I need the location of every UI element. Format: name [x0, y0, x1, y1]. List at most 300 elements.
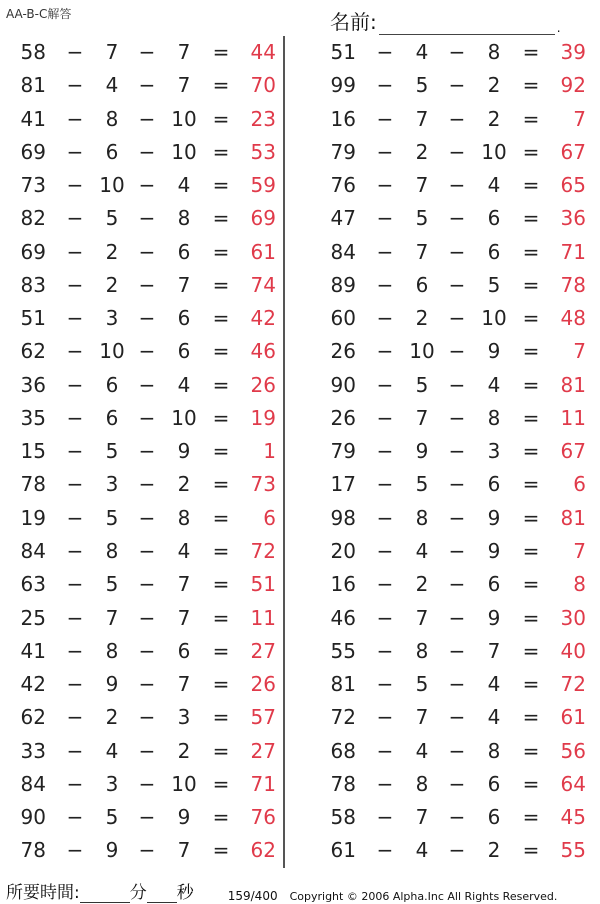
- answer: 78: [560, 272, 586, 297]
- minuend: 60: [330, 306, 356, 331]
- problem-row: [322, 402, 592, 435]
- minus-sign: −: [66, 738, 84, 763]
- minus-sign: −: [376, 838, 394, 863]
- minus-sign: −: [448, 838, 466, 863]
- minus-sign: −: [448, 805, 466, 830]
- equals-sign: =: [522, 405, 540, 430]
- minuend: 82: [20, 206, 46, 231]
- answer: 40: [560, 638, 586, 663]
- subtrahend-1: 7: [415, 605, 429, 630]
- equals-sign: =: [212, 638, 230, 663]
- subtrahend-2: 4: [177, 173, 191, 198]
- minus-sign: −: [138, 206, 156, 231]
- equals-sign: =: [522, 705, 540, 730]
- equals-sign: =: [522, 771, 540, 796]
- equals-sign: =: [212, 173, 230, 198]
- problem-row: [322, 36, 592, 69]
- minuend: 47: [330, 206, 356, 231]
- problem-row: [12, 468, 282, 501]
- subtrahend-2: 10: [171, 405, 197, 430]
- equals-sign: =: [212, 472, 230, 497]
- problem-row: [322, 735, 592, 768]
- minuend: 17: [330, 472, 356, 497]
- minus-sign: −: [448, 272, 466, 297]
- minus-sign: −: [138, 705, 156, 730]
- subtrahend-2: 8: [487, 40, 501, 64]
- minus-sign: −: [448, 439, 466, 464]
- minus-sign: −: [376, 472, 394, 497]
- subtrahend-1: 10: [99, 173, 125, 198]
- minus-sign: −: [448, 372, 466, 397]
- subtrahend-2: 4: [177, 538, 191, 563]
- minus-sign: −: [448, 306, 466, 331]
- equals-sign: =: [522, 40, 540, 64]
- answer: 48: [560, 306, 586, 331]
- minuend: 84: [20, 538, 46, 563]
- subtrahend-1: 5: [105, 805, 119, 830]
- minus-sign: −: [376, 771, 394, 796]
- problem-row: [12, 768, 282, 801]
- subtrahend-2: 10: [171, 139, 197, 164]
- equals-sign: =: [522, 272, 540, 297]
- equals-sign: =: [522, 572, 540, 597]
- minus-sign: −: [66, 173, 84, 198]
- minus-sign: −: [138, 505, 156, 530]
- minuend: 35: [20, 405, 46, 430]
- equals-sign: =: [522, 206, 540, 231]
- seconds-blank: [147, 884, 177, 903]
- subtrahend-1: 2: [415, 139, 429, 164]
- subtrahend-1: 5: [415, 472, 429, 497]
- equals-sign: =: [522, 73, 540, 98]
- subtrahend-2: 10: [171, 771, 197, 796]
- subtrahend-1: 7: [415, 173, 429, 198]
- minuend: 55: [330, 638, 356, 663]
- subtrahend-1: 5: [105, 206, 119, 231]
- equals-sign: =: [522, 538, 540, 563]
- answer: 73: [250, 472, 276, 497]
- minus-sign: −: [138, 73, 156, 98]
- subtrahend-1: 9: [105, 672, 119, 697]
- problem-row: [322, 269, 592, 302]
- problem-row: [322, 768, 592, 801]
- answer: 67: [560, 139, 586, 164]
- problem-row: [12, 103, 282, 136]
- subtrahend-1: 5: [415, 372, 429, 397]
- subtrahend-2: 6: [177, 239, 191, 264]
- answer: 44: [250, 40, 276, 64]
- answer: 6: [573, 472, 586, 497]
- subtrahend-2: 3: [487, 439, 501, 464]
- minus-sign: −: [448, 405, 466, 430]
- subtrahend-1: 9: [415, 439, 429, 464]
- equals-sign: =: [522, 372, 540, 397]
- equals-sign: =: [212, 405, 230, 430]
- problem-row: [12, 202, 282, 235]
- subtrahend-2: 6: [487, 206, 501, 231]
- answer: 6: [263, 505, 276, 530]
- subtrahend-2: 10: [481, 306, 507, 331]
- minus-sign: −: [138, 40, 156, 64]
- equals-sign: =: [522, 505, 540, 530]
- minus-sign: −: [138, 173, 156, 198]
- equals-sign: =: [522, 472, 540, 497]
- subtrahend-2: 9: [487, 538, 501, 563]
- subtrahend-1: 6: [105, 139, 119, 164]
- minuend: 78: [20, 838, 46, 863]
- subtrahend-1: 2: [105, 239, 119, 264]
- problem-row: [322, 136, 592, 169]
- subtrahend-1: 2: [105, 705, 119, 730]
- answer: 61: [250, 239, 276, 264]
- subtrahend-1: 4: [415, 738, 429, 763]
- minuend: 98: [330, 505, 356, 530]
- minuend: 41: [20, 106, 46, 131]
- minus-sign: −: [448, 173, 466, 198]
- answer: 23: [250, 106, 276, 131]
- subtrahend-1: 5: [105, 572, 119, 597]
- minus-sign: −: [376, 73, 394, 98]
- minuend: 81: [20, 73, 46, 98]
- subtrahend-2: 2: [177, 472, 191, 497]
- problem-row: [12, 36, 282, 69]
- minus-sign: −: [376, 439, 394, 464]
- equals-sign: =: [522, 638, 540, 663]
- answer: 72: [250, 538, 276, 563]
- equals-sign: =: [212, 206, 230, 231]
- minus-sign: −: [448, 572, 466, 597]
- minus-sign: −: [66, 339, 84, 364]
- minus-sign: −: [376, 239, 394, 264]
- minuend: 99: [330, 73, 356, 98]
- minus-sign: −: [138, 339, 156, 364]
- minus-sign: −: [448, 538, 466, 563]
- answer: 74: [250, 272, 276, 297]
- problem-row: [12, 801, 282, 834]
- minuend: 26: [330, 339, 356, 364]
- problem-row: [322, 435, 592, 468]
- minus-sign: −: [138, 272, 156, 297]
- minuend: 20: [330, 538, 356, 563]
- subtrahend-2: 8: [487, 405, 501, 430]
- subtrahend-1: 3: [105, 472, 119, 497]
- minus-sign: −: [66, 538, 84, 563]
- minus-sign: −: [376, 306, 394, 331]
- subtrahend-2: 8: [177, 206, 191, 231]
- minus-sign: −: [66, 239, 84, 264]
- equals-sign: =: [212, 505, 230, 530]
- equals-sign: =: [212, 805, 230, 830]
- equals-sign: =: [522, 738, 540, 763]
- minus-sign: −: [376, 405, 394, 430]
- problem-row: [322, 236, 592, 269]
- subtrahend-1: 8: [415, 771, 429, 796]
- minus-sign: −: [138, 638, 156, 663]
- answer: 53: [250, 139, 276, 164]
- subtrahend-1: 7: [415, 405, 429, 430]
- equals-sign: =: [212, 73, 230, 98]
- minuend: 72: [330, 705, 356, 730]
- subtrahend-1: 8: [415, 505, 429, 530]
- equals-sign: =: [212, 239, 230, 264]
- minus-sign: −: [66, 306, 84, 331]
- minuend: 58: [330, 805, 356, 830]
- minus-sign: −: [448, 505, 466, 530]
- minus-sign: −: [376, 738, 394, 763]
- minus-sign: −: [138, 239, 156, 264]
- minuend: 84: [20, 771, 46, 796]
- answer: 26: [250, 672, 276, 697]
- problem-row: [12, 568, 282, 601]
- subtrahend-1: 7: [415, 705, 429, 730]
- answer: 81: [560, 372, 586, 397]
- problem-row: [12, 369, 282, 402]
- problem-row: [322, 801, 592, 834]
- minus-sign: −: [138, 472, 156, 497]
- minus-sign: −: [448, 206, 466, 231]
- problem-column-left: [12, 36, 282, 868]
- minuend: 78: [330, 771, 356, 796]
- answer: 81: [560, 505, 586, 530]
- problem-row: [322, 568, 592, 601]
- problem-row: [322, 701, 592, 734]
- minus-sign: −: [66, 705, 84, 730]
- subtrahend-2: 5: [487, 272, 501, 297]
- name-blank-line: [379, 16, 555, 35]
- subtrahend-1: 5: [105, 505, 119, 530]
- subtrahend-2: 9: [487, 339, 501, 364]
- equals-sign: =: [212, 771, 230, 796]
- equals-sign: =: [212, 672, 230, 697]
- subtrahend-1: 8: [105, 538, 119, 563]
- minus-sign: −: [448, 40, 466, 64]
- time-label: 所要時間:: [6, 883, 80, 903]
- minus-sign: −: [448, 239, 466, 264]
- subtrahend-2: 6: [487, 472, 501, 497]
- minus-sign: −: [448, 339, 466, 364]
- problem-row: [12, 502, 282, 535]
- minus-sign: −: [138, 439, 156, 464]
- subtrahend-2: 9: [177, 439, 191, 464]
- subtrahend-2: 7: [487, 638, 501, 663]
- minuend: 62: [20, 705, 46, 730]
- worksheet-title: AA-B-C解答: [6, 7, 72, 21]
- subtrahend-2: 4: [487, 173, 501, 198]
- minus-sign: −: [376, 638, 394, 663]
- minus-sign: −: [66, 838, 84, 863]
- minus-sign: −: [138, 139, 156, 164]
- subtrahend-1: 5: [415, 206, 429, 231]
- subtrahend-2: 4: [487, 372, 501, 397]
- subtrahend-1: 10: [99, 339, 125, 364]
- subtrahend-1: 7: [105, 605, 119, 630]
- answer: 7: [573, 106, 586, 131]
- answer: 11: [250, 605, 276, 630]
- subtrahend-1: 4: [415, 538, 429, 563]
- subtrahend-2: 7: [177, 73, 191, 98]
- minuend: 19: [20, 505, 46, 530]
- minus-sign: −: [376, 605, 394, 630]
- answer: 71: [560, 239, 586, 264]
- minuend: 69: [20, 239, 46, 264]
- minuend: 84: [330, 239, 356, 264]
- minus-sign: −: [376, 106, 394, 131]
- name-label: 名前:: [330, 10, 377, 34]
- minuend: 79: [330, 439, 356, 464]
- minus-sign: −: [66, 572, 84, 597]
- answer: 56: [560, 738, 586, 763]
- answer: 19: [250, 405, 276, 430]
- problem-row: [322, 69, 592, 102]
- problem-row: [12, 535, 282, 568]
- minus-sign: −: [376, 40, 394, 64]
- equals-sign: =: [522, 239, 540, 264]
- minus-sign: −: [448, 738, 466, 763]
- equals-sign: =: [522, 439, 540, 464]
- problem-row: [12, 735, 282, 768]
- subtrahend-2: 7: [177, 672, 191, 697]
- minuend: 79: [330, 139, 356, 164]
- minus-sign: −: [66, 439, 84, 464]
- name-line-dot: .: [556, 21, 561, 35]
- minus-sign: −: [66, 40, 84, 64]
- equals-sign: =: [212, 572, 230, 597]
- minus-sign: −: [376, 173, 394, 198]
- answer: 92: [560, 73, 586, 98]
- minutes-label: 分: [129, 883, 147, 903]
- minuend: 73: [20, 173, 46, 198]
- minus-sign: −: [138, 738, 156, 763]
- problem-row: [12, 602, 282, 635]
- problem-row: [322, 502, 592, 535]
- equals-sign: =: [522, 173, 540, 198]
- answer: 36: [560, 206, 586, 231]
- minus-sign: −: [448, 672, 466, 697]
- subtrahend-2: 10: [481, 139, 507, 164]
- equals-sign: =: [522, 339, 540, 364]
- equals-sign: =: [212, 339, 230, 364]
- problem-row: [322, 635, 592, 668]
- minus-sign: −: [376, 139, 394, 164]
- answer: 7: [573, 339, 586, 364]
- answer: 57: [250, 705, 276, 730]
- problem-row: [12, 701, 282, 734]
- equals-sign: =: [212, 40, 230, 64]
- minuend: 90: [20, 805, 46, 830]
- subtrahend-2: 6: [177, 638, 191, 663]
- equals-sign: =: [522, 672, 540, 697]
- minus-sign: −: [66, 672, 84, 697]
- subtrahend-1: 6: [105, 372, 119, 397]
- subtrahend-2: 6: [487, 771, 501, 796]
- answer: 71: [250, 771, 276, 796]
- answer: 69: [250, 206, 276, 231]
- subtrahend-1: 3: [105, 306, 119, 331]
- subtrahend-2: 10: [171, 106, 197, 131]
- subtrahend-1: 2: [415, 572, 429, 597]
- answer: 67: [560, 439, 586, 464]
- problem-row: [322, 468, 592, 501]
- subtrahend-2: 7: [177, 40, 191, 64]
- column-divider: [283, 36, 285, 868]
- subtrahend-2: 9: [487, 605, 501, 630]
- answer: 64: [560, 771, 586, 796]
- minuend: 78: [20, 472, 46, 497]
- minus-sign: −: [66, 505, 84, 530]
- problem-row: [12, 69, 282, 102]
- minus-sign: −: [138, 572, 156, 597]
- answer: 61: [560, 705, 586, 730]
- subtrahend-2: 6: [177, 306, 191, 331]
- minus-sign: −: [376, 672, 394, 697]
- subtrahend-2: 2: [487, 106, 501, 131]
- equals-sign: =: [212, 705, 230, 730]
- subtrahend-2: 6: [177, 339, 191, 364]
- minus-sign: −: [138, 605, 156, 630]
- subtrahend-1: 4: [415, 40, 429, 64]
- equals-sign: =: [212, 372, 230, 397]
- subtrahend-1: 9: [105, 838, 119, 863]
- answer: 70: [250, 73, 276, 98]
- minuend: 46: [330, 605, 356, 630]
- minus-sign: −: [66, 405, 84, 430]
- minus-sign: −: [138, 805, 156, 830]
- subtrahend-1: 10: [409, 339, 435, 364]
- minutes-blank: [80, 884, 130, 903]
- subtrahend-2: 7: [177, 572, 191, 597]
- problem-row: [12, 136, 282, 169]
- minuend: 69: [20, 139, 46, 164]
- answer: 65: [560, 173, 586, 198]
- minuend: 42: [20, 672, 46, 697]
- subtrahend-2: 9: [177, 805, 191, 830]
- subtrahend-2: 3: [177, 705, 191, 730]
- minus-sign: −: [66, 472, 84, 497]
- problem-row: [12, 169, 282, 202]
- minuend: 76: [330, 173, 356, 198]
- problem-row: [322, 602, 592, 635]
- problem-row: [12, 302, 282, 335]
- minuend: 26: [330, 405, 356, 430]
- minus-sign: −: [66, 805, 84, 830]
- minus-sign: −: [376, 705, 394, 730]
- subtrahend-1: 4: [105, 738, 119, 763]
- equals-sign: =: [212, 272, 230, 297]
- problem-row: [322, 535, 592, 568]
- subtrahend-2: 2: [487, 73, 501, 98]
- equals-sign: =: [522, 306, 540, 331]
- equals-sign: =: [212, 605, 230, 630]
- minus-sign: −: [376, 272, 394, 297]
- equals-sign: =: [522, 805, 540, 830]
- minus-sign: −: [138, 372, 156, 397]
- minus-sign: −: [138, 838, 156, 863]
- answer: 26: [250, 372, 276, 397]
- minus-sign: −: [66, 372, 84, 397]
- equals-sign: =: [522, 605, 540, 630]
- problem-row: [322, 369, 592, 402]
- problem-row: [12, 269, 282, 302]
- answer: 7: [573, 538, 586, 563]
- problem-column-right: [322, 36, 592, 868]
- minuend: 15: [20, 439, 46, 464]
- subtrahend-1: 6: [415, 272, 429, 297]
- problem-row: [12, 635, 282, 668]
- minuend: 41: [20, 638, 46, 663]
- minus-sign: −: [448, 705, 466, 730]
- equals-sign: =: [212, 838, 230, 863]
- subtrahend-1: 7: [105, 40, 119, 64]
